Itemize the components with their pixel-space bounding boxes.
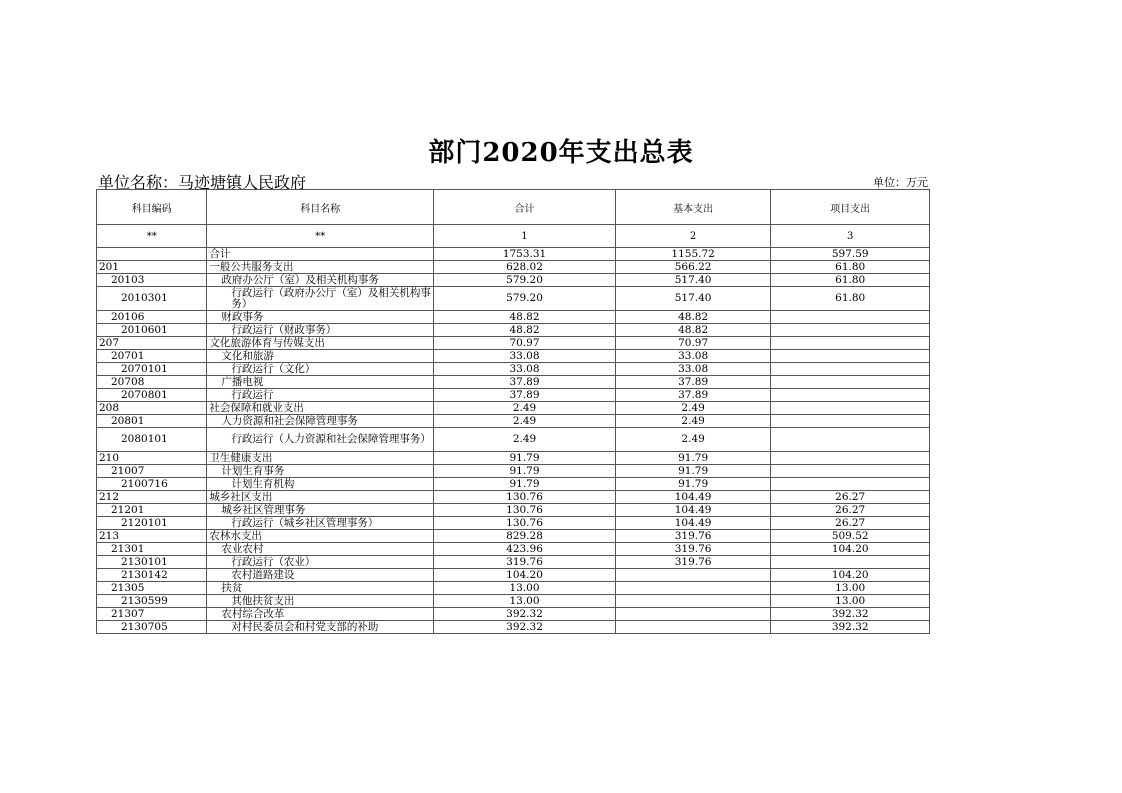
subject-code-cell: 2130101 — [97, 556, 207, 569]
table-row — [97, 556, 930, 569]
subject-name-cell: 财政事务 — [207, 311, 434, 324]
project-expense-cell — [771, 337, 930, 350]
total-cell: 37.89 — [434, 389, 616, 402]
total-cell: 130.76 — [434, 517, 616, 530]
total-cell: 2.49 — [434, 415, 616, 428]
table-row — [97, 504, 930, 517]
basic-expense-cell: 2.49 — [615, 415, 771, 428]
subject-name-cell: 其他扶贫支出 — [207, 595, 434, 608]
project-expense-cell: 26.27 — [771, 517, 930, 530]
subject-code-cell: 20801 — [97, 415, 207, 428]
basic-expense-cell: 517.40 — [615, 287, 771, 311]
total-cell: 13.00 — [434, 582, 616, 595]
project-expense-cell: 597.59 — [771, 248, 930, 261]
total-cell: 48.82 — [434, 311, 616, 324]
column-header-total: 合计 — [434, 190, 616, 225]
basic-expense-cell: 91.79 — [615, 478, 771, 491]
expenditure-table — [96, 189, 930, 634]
basic-expense-cell: 70.97 — [615, 337, 771, 350]
table-row — [97, 261, 930, 274]
subject-name-cell: 一般公共服务支出 — [207, 261, 434, 274]
subject-name-cell: 行政运行（人力资源和社会保障管理事务） — [207, 428, 434, 452]
total-cell: 829.28 — [434, 530, 616, 543]
table-row — [97, 428, 930, 452]
subject-name-cell: 行政运行（政府办公厅（室）及相关机构事务） — [207, 287, 434, 311]
subject-code-cell: 2130705 — [97, 621, 207, 634]
table-row — [97, 248, 930, 261]
basic-expense-cell: 319.76 — [615, 543, 771, 556]
table-row — [97, 363, 930, 376]
subject-name-cell: 行政运行（农业） — [207, 556, 434, 569]
table-row — [97, 311, 930, 324]
total-cell: 104.20 — [434, 569, 616, 582]
subject-name-cell: 人力资源和社会保障管理事务 — [207, 415, 434, 428]
project-expense-cell: 61.80 — [771, 287, 930, 311]
subject-code-cell: 2070801 — [97, 389, 207, 402]
table-row — [97, 530, 930, 543]
subject-code-cell: 21007 — [97, 465, 207, 478]
basic-expense-cell — [615, 595, 771, 608]
index-cell: ** — [97, 225, 207, 248]
total-cell: 392.32 — [434, 608, 616, 621]
subject-code-cell: 2120101 — [97, 517, 207, 530]
table-row — [97, 478, 930, 491]
table-row — [97, 324, 930, 337]
subject-code-cell: 21307 — [97, 608, 207, 621]
subject-code-cell: 210 — [97, 452, 207, 465]
subject-name-cell: 社会保障和就业支出 — [207, 402, 434, 415]
table-row — [97, 350, 930, 363]
subject-name-cell: 农业农村 — [207, 543, 434, 556]
table-row — [97, 582, 930, 595]
column-header-project: 项目支出 — [771, 190, 930, 225]
index-cell: 2 — [615, 225, 771, 248]
total-cell: 91.79 — [434, 465, 616, 478]
total-cell: 319.76 — [434, 556, 616, 569]
table-row — [97, 402, 930, 415]
subject-code-cell: 213 — [97, 530, 207, 543]
subject-code-cell: 212 — [97, 491, 207, 504]
basic-expense-cell: 1155.72 — [615, 248, 771, 261]
total-cell: 70.97 — [434, 337, 616, 350]
subject-code-cell — [97, 248, 207, 261]
project-expense-cell: 509.52 — [771, 530, 930, 543]
subject-name-cell: 对村民委员会和村党支部的补助 — [207, 621, 434, 634]
subject-name-cell: 计划生育事务 — [207, 465, 434, 478]
basic-expense-cell: 566.22 — [615, 261, 771, 274]
subject-code-cell: 2130142 — [97, 569, 207, 582]
page-title: 部门2020年支出总表 — [428, 138, 694, 168]
basic-expense-cell: 48.82 — [615, 311, 771, 324]
subject-code-cell: 2100716 — [97, 478, 207, 491]
total-cell: 33.08 — [434, 363, 616, 376]
project-expense-cell: 61.80 — [771, 261, 930, 274]
subject-name-cell: 行政运行（城乡社区管理事务） — [207, 517, 434, 530]
subject-code-cell: 2130599 — [97, 595, 207, 608]
basic-expense-cell — [615, 621, 771, 634]
table-row — [97, 595, 930, 608]
total-cell: 579.20 — [434, 287, 616, 311]
money-unit-label: 单位：万元 — [873, 176, 928, 189]
basic-expense-cell: 517.40 — [615, 274, 771, 287]
project-expense-cell — [771, 389, 930, 402]
basic-expense-cell — [615, 582, 771, 595]
total-cell: 392.32 — [434, 621, 616, 634]
total-cell: 48.82 — [434, 324, 616, 337]
subject-code-cell: 21305 — [97, 582, 207, 595]
project-expense-cell: 392.32 — [771, 621, 930, 634]
project-expense-cell — [771, 363, 930, 376]
subject-code-cell: 21301 — [97, 543, 207, 556]
basic-expense-cell: 33.08 — [615, 350, 771, 363]
table-row — [97, 621, 930, 634]
total-cell: 91.79 — [434, 452, 616, 465]
table-row — [97, 452, 930, 465]
index-cell: ** — [207, 225, 434, 248]
subject-name-cell: 广播电视 — [207, 376, 434, 389]
project-expense-cell: 26.27 — [771, 491, 930, 504]
subject-name-cell: 合计 — [207, 248, 434, 261]
subject-name-cell: 政府办公厅（室）及相关机构事务 — [207, 274, 434, 287]
subject-code-cell: 201 — [97, 261, 207, 274]
total-cell: 423.96 — [434, 543, 616, 556]
basic-expense-cell: 33.08 — [615, 363, 771, 376]
subject-name-cell: 城乡社区支出 — [207, 491, 434, 504]
total-cell: 2.49 — [434, 402, 616, 415]
unit-name-label: 单位名称：马迹塘镇人民政府 — [98, 173, 307, 192]
table-row — [97, 337, 930, 350]
basic-expense-cell: 104.49 — [615, 517, 771, 530]
project-expense-cell: 104.20 — [771, 569, 930, 582]
project-expense-cell — [771, 465, 930, 478]
total-cell: 130.76 — [434, 504, 616, 517]
project-expense-cell: 13.00 — [771, 595, 930, 608]
table-body — [97, 248, 930, 634]
project-expense-cell — [771, 556, 930, 569]
basic-expense-cell — [615, 608, 771, 621]
subject-code-cell: 2080101 — [97, 428, 207, 452]
subject-code-cell: 208 — [97, 402, 207, 415]
basic-expense-cell: 37.89 — [615, 376, 771, 389]
basic-expense-cell: 2.49 — [615, 402, 771, 415]
subject-code-cell: 2070101 — [97, 363, 207, 376]
project-expense-cell — [771, 350, 930, 363]
basic-expense-cell: 319.76 — [615, 556, 771, 569]
subject-code-cell: 207 — [97, 337, 207, 350]
column-header-basic: 基本支出 — [615, 190, 771, 225]
project-expense-cell — [771, 478, 930, 491]
column-header-code: 科目编码 — [97, 190, 207, 225]
table-row — [97, 376, 930, 389]
column-header-name: 科目名称 — [207, 190, 434, 225]
basic-expense-cell — [615, 569, 771, 582]
project-expense-cell: 61.80 — [771, 274, 930, 287]
project-expense-cell: 13.00 — [771, 582, 930, 595]
subject-code-cell: 20103 — [97, 274, 207, 287]
project-expense-cell: 104.20 — [771, 543, 930, 556]
project-expense-cell — [771, 311, 930, 324]
subject-name-cell: 扶贫 — [207, 582, 434, 595]
total-cell: 2.49 — [434, 428, 616, 452]
subject-name-cell: 行政运行（财政事务） — [207, 324, 434, 337]
table-header-row — [97, 190, 930, 225]
column-index-row — [97, 225, 930, 248]
subject-name-cell: 文化旅游体育与传媒支出 — [207, 337, 434, 350]
subject-code-cell: 21201 — [97, 504, 207, 517]
total-cell: 579.20 — [434, 274, 616, 287]
table-row — [97, 517, 930, 530]
basic-expense-cell: 2.49 — [615, 428, 771, 452]
project-expense-cell — [771, 452, 930, 465]
total-cell: 91.79 — [434, 478, 616, 491]
basic-expense-cell: 104.49 — [615, 504, 771, 517]
subject-code-cell: 20106 — [97, 311, 207, 324]
project-expense-cell — [771, 324, 930, 337]
basic-expense-cell: 91.79 — [615, 452, 771, 465]
subject-name-cell: 农村综合改革 — [207, 608, 434, 621]
table-row — [97, 543, 930, 556]
total-cell: 33.08 — [434, 350, 616, 363]
subject-name-cell: 行政运行 — [207, 389, 434, 402]
total-cell: 1753.31 — [434, 248, 616, 261]
table-row — [97, 569, 930, 582]
subject-name-cell: 文化和旅游 — [207, 350, 434, 363]
basic-expense-cell: 91.79 — [615, 465, 771, 478]
project-expense-cell: 392.32 — [771, 608, 930, 621]
table-row — [97, 274, 930, 287]
project-expense-cell — [771, 415, 930, 428]
subject-name-cell: 城乡社区管理事务 — [207, 504, 434, 517]
table-row — [97, 491, 930, 504]
total-cell: 37.89 — [434, 376, 616, 389]
basic-expense-cell: 104.49 — [615, 491, 771, 504]
project-expense-cell — [771, 402, 930, 415]
basic-expense-cell: 37.89 — [615, 389, 771, 402]
project-expense-cell: 26.27 — [771, 504, 930, 517]
index-cell: 1 — [434, 225, 616, 248]
table-row — [97, 389, 930, 402]
subject-code-cell: 20708 — [97, 376, 207, 389]
table-row — [97, 465, 930, 478]
subject-name-cell: 卫生健康支出 — [207, 452, 434, 465]
basic-expense-cell: 319.76 — [615, 530, 771, 543]
project-expense-cell — [771, 428, 930, 452]
subject-code-cell: 2010301 — [97, 287, 207, 311]
project-expense-cell — [771, 376, 930, 389]
subject-name-cell: 行政运行（文化） — [207, 363, 434, 376]
subject-code-cell: 2010601 — [97, 324, 207, 337]
table-row — [97, 415, 930, 428]
subject-name-cell: 计划生育机构 — [207, 478, 434, 491]
subject-name-cell: 农林水支出 — [207, 530, 434, 543]
total-cell: 13.00 — [434, 595, 616, 608]
basic-expense-cell: 48.82 — [615, 324, 771, 337]
table-row — [97, 287, 930, 311]
subject-code-cell: 20701 — [97, 350, 207, 363]
subject-name-cell: 农村道路建设 — [207, 569, 434, 582]
total-cell: 130.76 — [434, 491, 616, 504]
table-row — [97, 608, 930, 621]
total-cell: 628.02 — [434, 261, 616, 274]
index-cell: 3 — [771, 225, 930, 248]
